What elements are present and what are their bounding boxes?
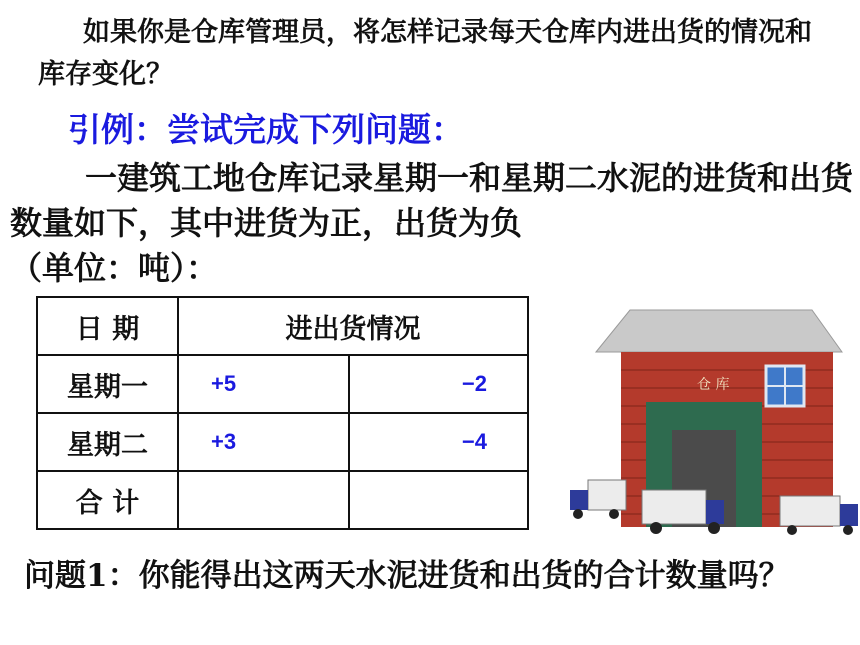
row-day: 合 计 [37, 471, 178, 529]
table-header-row [37, 297, 528, 355]
row-day: 星期二 [37, 413, 178, 471]
table-row-total [37, 471, 528, 529]
warehouse-sign: 仓 库 [697, 377, 730, 393]
roof [596, 310, 842, 352]
total-in-cell [178, 471, 349, 529]
warehouse-illustration [566, 300, 860, 540]
ledger-table [36, 296, 529, 530]
row-day: 星期一 [37, 355, 178, 413]
truck-right [780, 496, 858, 535]
row-in-value: +5 [178, 355, 349, 413]
truck-left [570, 480, 626, 519]
problem-paragraph [10, 156, 855, 291]
table-row [37, 413, 528, 471]
table-row [37, 355, 528, 413]
total-out-cell [349, 471, 528, 529]
intro-paragraph: 如果你是仓库管理员，将怎样记录每天仓库内进出货的情况和库存变化？ [38, 17, 812, 90]
header-date: 日 期 [37, 297, 178, 355]
question-1: 问题1：你能得出这两天水泥进货和出货的合计数量吗？ [24, 558, 790, 594]
header-status: 进出货情况 [178, 297, 528, 355]
unit-text: （单位：吨）： [10, 249, 219, 287]
row-in-value: +3 [178, 413, 349, 471]
example-title: 引例：尝试完成下列问题： [68, 110, 464, 149]
row-out-value: −4 [349, 413, 528, 471]
row-out-value: −2 [349, 355, 528, 413]
problem-text: 一建筑工地仓库记录星期一和星期二水泥的进货和出货数量如下，其中进货为正，出货为负 [10, 159, 854, 242]
